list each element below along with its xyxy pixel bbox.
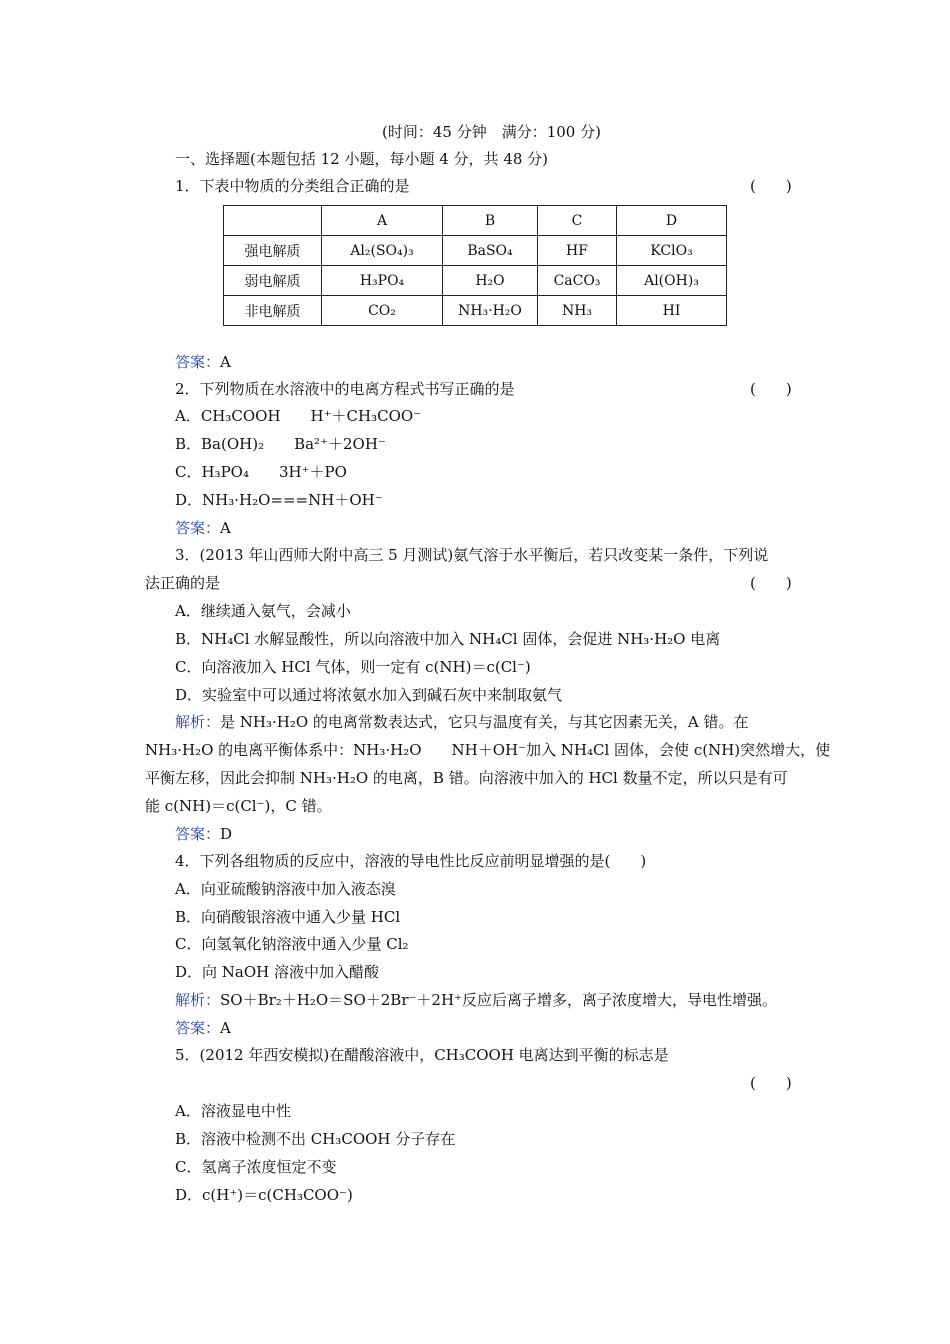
q3-option-d: D．实验室中可以通过将浓氨水加入到碱石灰中来制取氨气 [175,686,563,704]
answer-label: 答案： [175,519,221,537]
q2-option-c: C．H₃PO₄ 3H⁺＋PO [175,463,347,481]
answer-value: A [220,1019,231,1037]
table-cell: H₃PO₄ [322,266,443,296]
answer-value: D [220,825,233,843]
table-header-cell: B [443,206,538,236]
q4-analysis [175,990,777,1010]
q3-answer-paren: ( ) [750,574,792,592]
q3-option-c: C．向溶液加入 HCl 气体，则一定有 c(NH)＝c(Cl⁻) [175,658,531,676]
q5-option-c: C．氢离子浓度恒定不变 [175,1158,337,1176]
answer-label: 答案： [175,1019,221,1037]
q5-stem: 5．(2012 年西安模拟)在醋酸溶液中，CH₃COOH 电离达到平衡的标志是 [175,1046,669,1064]
table-cell: Al(OH)₃ [617,266,727,296]
q4-option-b: B．向硝酸银溶液中通入少量 HCl [175,908,401,926]
time-score-header: (时间：45 分钟 满分：100 分) [382,123,601,141]
q2-option-b: B．Ba(OH)₂ Ba²⁺＋2OH⁻ [175,435,386,453]
table-cell: CaCO₃ [538,266,617,296]
q3-analysis-line2: NH₃·H₂O 的电离平衡体系中：NH₃·H₂O NH＋OH⁻加入 NH₄Cl 固体，会使 c(NH)突然增大，使 [145,741,831,759]
q1-answer-paren: ( ) [750,177,792,195]
q4-answer [175,1018,231,1038]
q4-option-d: D．向 NaOH 溶液中加入醋酸 [175,963,380,981]
table-header-cell: D [617,206,727,236]
analysis-text: 是 NH₃·H₂O 的电离常数表达式，它只与温度有关，与其它因素无关，A 错。在 [220,713,749,731]
analysis-label: 解析： [175,713,221,731]
table-cell: HI [617,296,727,326]
table-cell: H₂O [443,266,538,296]
q1-answer [175,352,231,372]
q3-stem-line1: 3．(2013 年山西师大附中高三 5 月测试)氨气溶于水平衡后，若只改变某一条件，下列说 [175,546,769,564]
table-header-cell: C [538,206,617,236]
answer-value: A [220,519,231,537]
table-row [224,236,727,266]
analysis-label: 解析： [175,991,221,1009]
q3-option-a: A．继续通入氨气，会减小 [175,602,351,620]
q2-answer-paren: ( ) [750,380,792,398]
q2-option-d: D．NH₃·H₂O===NH＋OH⁻ [175,491,383,509]
table-cell: NH₃·H₂O [443,296,538,326]
table-cell: 弱电解质 [224,266,322,296]
table-cell: KClO₃ [617,236,727,266]
q3-answer [175,824,232,844]
table-header-cell: A [322,206,443,236]
table-cell: Al₂(SO₄)₃ [322,236,443,266]
table-header-cell [224,206,322,236]
q3-option-b: B．NH₄Cl 水解显酸性，所以向溶液中加入 NH₄Cl 固体，会促进 NH₃·H₂O 电离 [175,630,721,648]
section-title: 一、选择题(本题包括 12 小题，每小题 4 分，共 48 分) [175,150,549,168]
q4-option-c: C．向氢氧化钠溶液中通入少量 Cl₂ [175,935,409,953]
table-row [224,266,727,296]
table-cell: 强电解质 [224,236,322,266]
q5-option-a: A．溶液显电中性 [175,1102,291,1120]
q5-answer-paren: ( ) [750,1074,792,1092]
q3-analysis-line1 [175,712,749,732]
analysis-text: SO＋Br₂＋H₂O＝SO＋2Br⁻＋2H⁺反应后离子增多，离子浓度增大，导电性增强。 [220,991,777,1009]
q3-analysis-line3: 平衡左移，因此会抑制 NH₃·H₂O 的电离，B 错。向溶液中加入的 HCl 数量不定，所以只是有可 [145,769,788,787]
q4-option-a: A．向亚硫酸钠溶液中加入液态溴 [175,880,396,898]
answer-label: 答案： [175,825,221,843]
answer-value: A [220,353,231,371]
q5-option-d: D．c(H⁺)＝c(CH₃COO⁻) [175,1186,353,1204]
table-cell: NH₃ [538,296,617,326]
table-cell: CO₂ [322,296,443,326]
table-cell: HF [538,236,617,266]
table-row [224,296,727,326]
q4-stem: 4．下列各组物质的反应中，溶液的导电性比反应前明显增强的是( ) [175,852,647,870]
q1-classification-table [223,205,727,326]
table-header-row [224,206,727,236]
q1-stem: 1．下表中物质的分类组合正确的是 [175,177,410,195]
q2-answer [175,518,231,538]
q2-option-a: A．CH₃COOH H⁺＋CH₃COO⁻ [175,407,422,425]
table-cell: 非电解质 [224,296,322,326]
answer-label: 答案： [175,353,221,371]
q5-option-b: B．溶液中检测不出 CH₃COOH 分子存在 [175,1130,456,1148]
q3-stem-line2: 法正确的是 [145,574,221,592]
q2-stem: 2．下列物质在水溶液中的电离方程式书写正确的是 [175,380,515,398]
table-cell: BaSO₄ [443,236,538,266]
q3-analysis-line4: 能 c(NH)＝c(Cl⁻)，C 错。 [145,797,332,815]
